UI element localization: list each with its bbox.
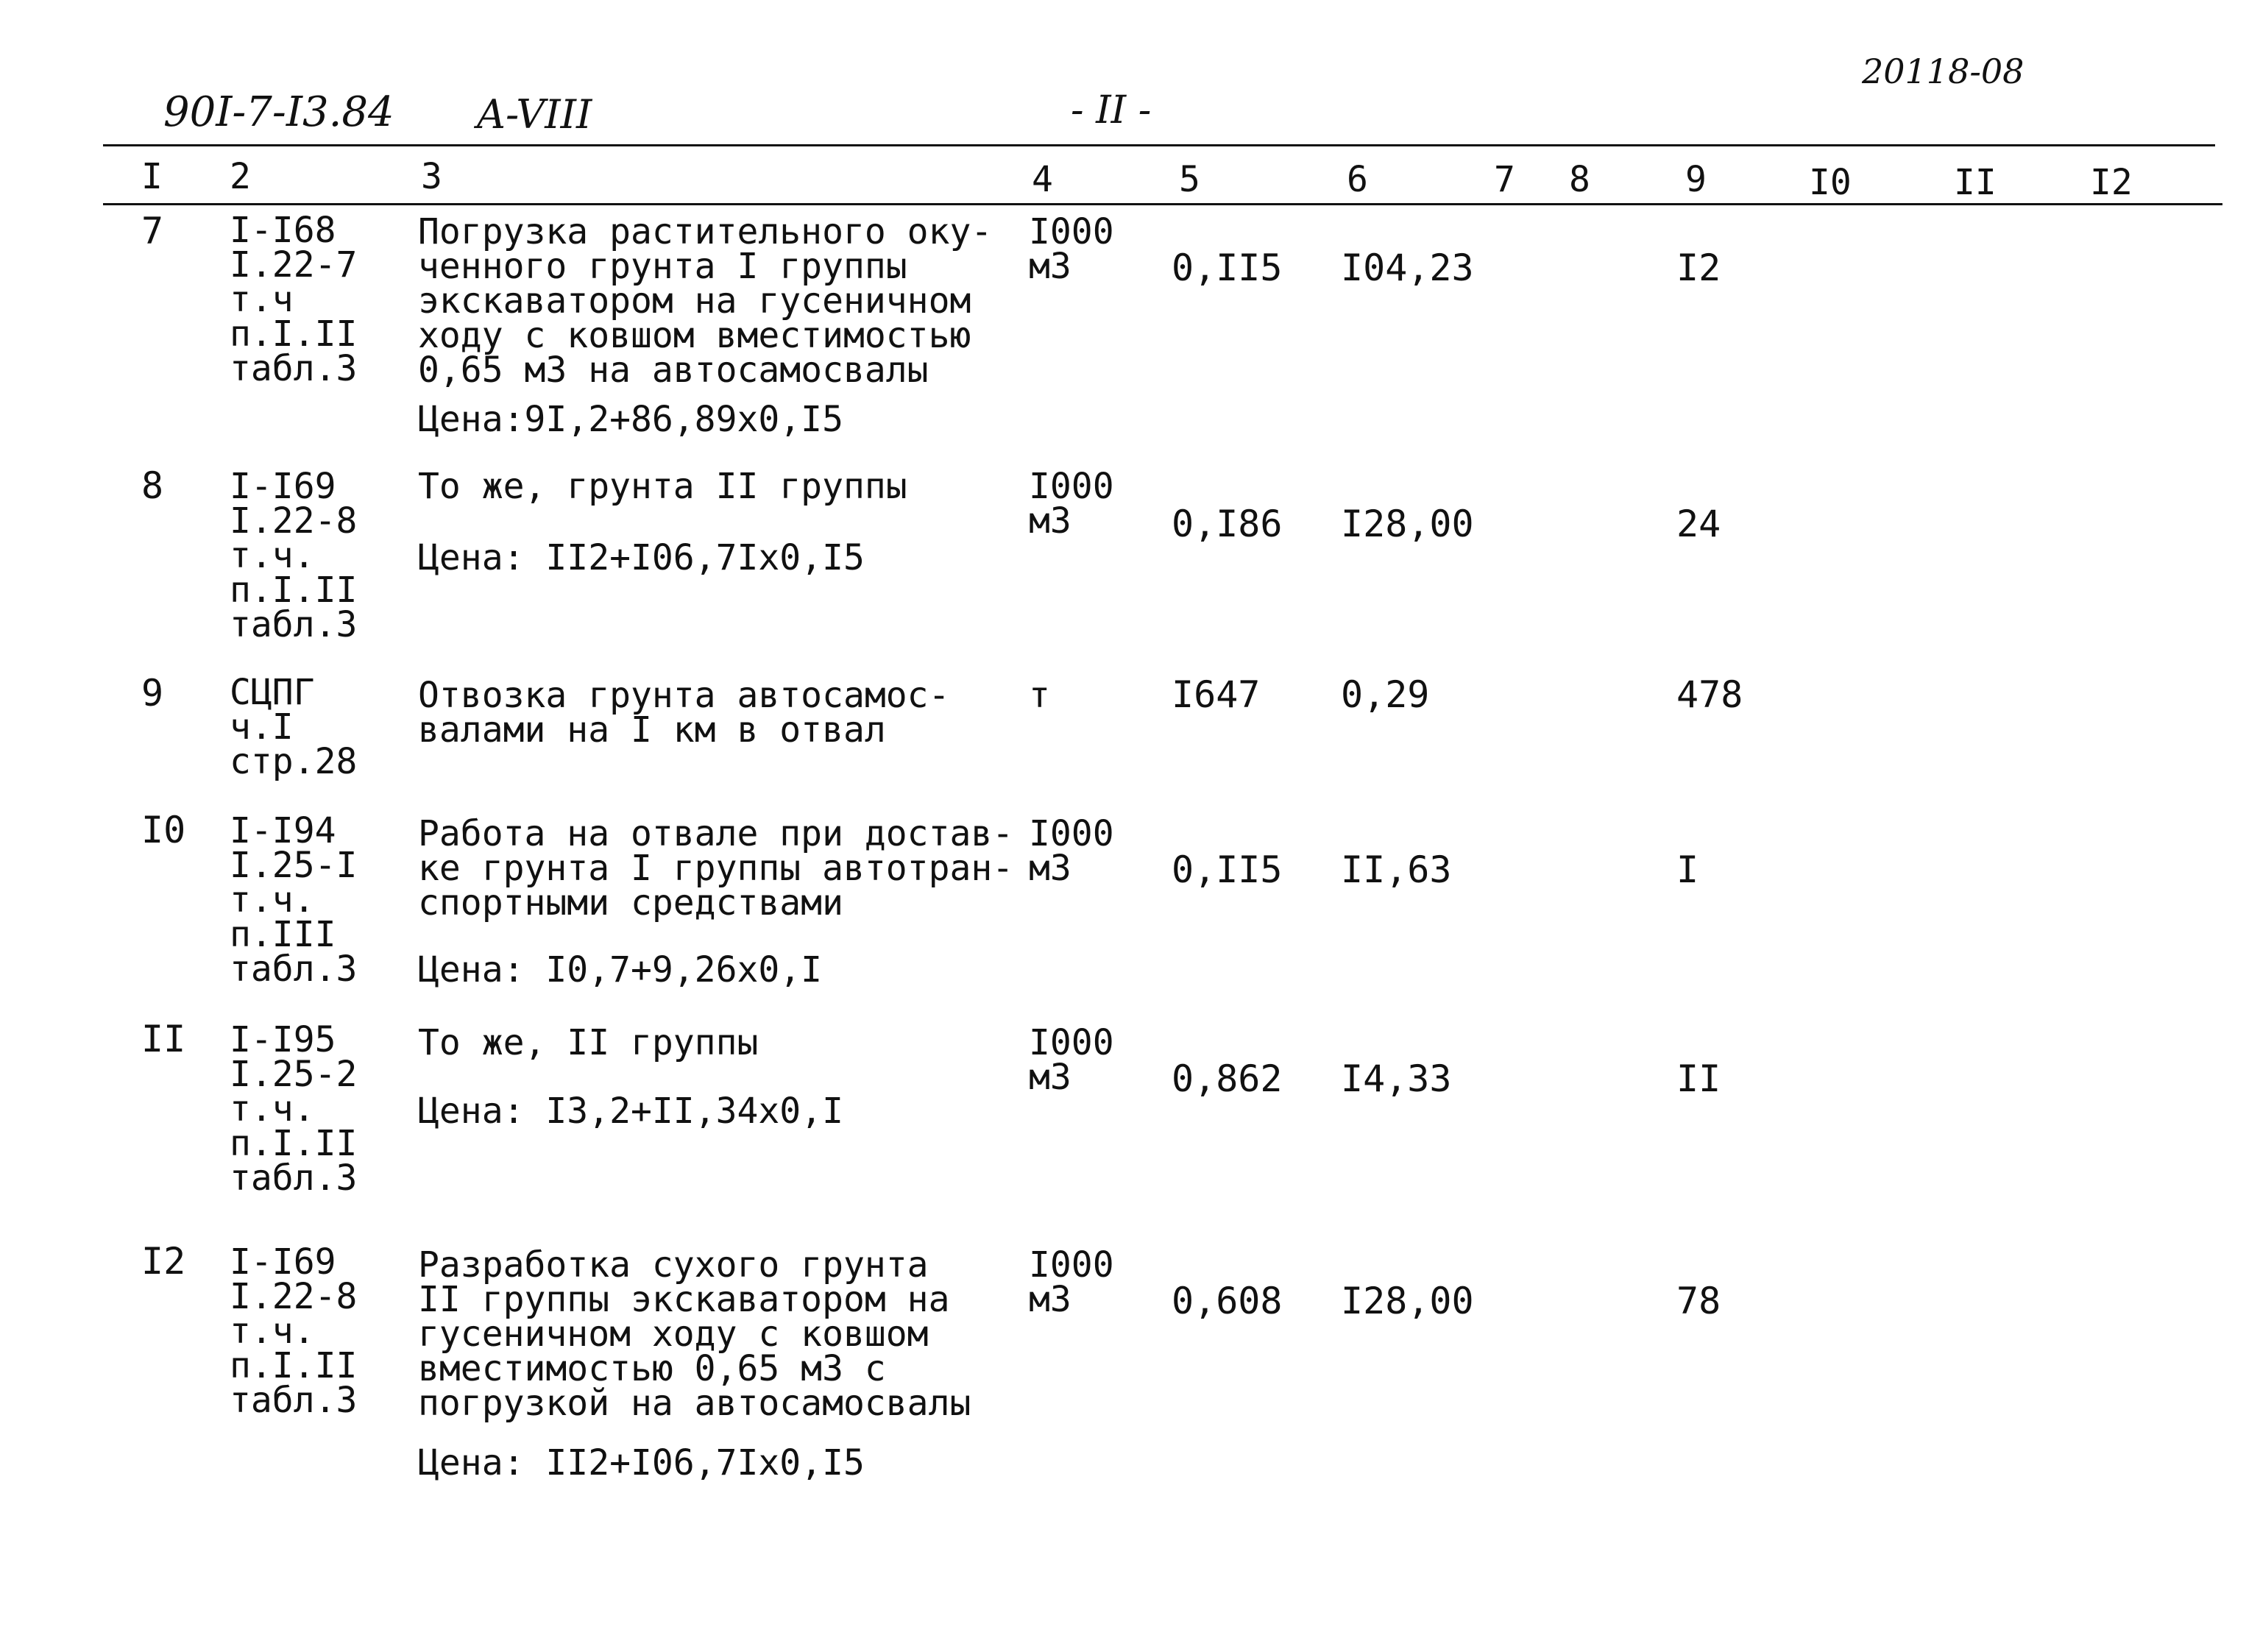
price-formula: Цена:9I,2+86,89х0,I5: [418, 399, 843, 440]
document-code: 90I-7-I3.84: [163, 88, 394, 136]
norm-reference: I-I69 I.22-8 т.ч. п.I.II табл.3: [230, 466, 358, 645]
total-cost: 78: [1676, 1280, 1721, 1322]
row-number: 8: [141, 464, 164, 507]
price-formula: Цена: I0,7+9,26х0,I: [418, 949, 823, 990]
unit: I000 м3: [1029, 466, 1114, 542]
column-header-11: II: [1954, 162, 1997, 203]
column-header-1: I: [141, 156, 163, 197]
header-bottom-rule: [103, 203, 2222, 205]
work-description: Работа на отвале при достав- ке грунта I группы автотран- спортными средствами: [418, 813, 1014, 924]
quantity: 0,II5: [1172, 247, 1283, 289]
column-header-10: I0: [1809, 162, 1852, 203]
row-number: I2: [141, 1240, 186, 1283]
norm-reference: I-I69 I.22-8 т.ч. п.I.II табл.3: [230, 1241, 358, 1421]
column-header-7: 7: [1494, 159, 1515, 200]
work-description: Отвозка грунта автосамос- валами на I км в отвал: [418, 675, 950, 751]
archive-number: 20118-08: [1862, 52, 2025, 91]
unit: т: [1029, 675, 1050, 716]
norm-reference: I-I94 I.25-I т.ч. п.III табл.3: [230, 810, 358, 990]
column-header-3: 3: [421, 156, 442, 197]
norm-reference: I-I95 I.25-2 т.ч. п.I.II табл.3: [230, 1019, 358, 1199]
total-cost: I2: [1676, 247, 1721, 289]
work-description: Разработка сухого грунта II группы экскаватором на гусеничном ходу с ковшом вместимостью 0,65 м3 с погрузкой на автосамосвалы: [418, 1244, 971, 1424]
total-cost: I: [1676, 848, 1699, 891]
unit-cost: I4,33: [1341, 1057, 1452, 1100]
column-header-12: I2: [2090, 162, 2133, 203]
sheet-mark: A-VIII: [477, 91, 592, 138]
quantity: I647: [1172, 673, 1261, 716]
total-cost: II: [1676, 1057, 1721, 1100]
column-header-2: 2: [230, 156, 251, 197]
row-number: 7: [141, 210, 164, 252]
unit-cost: I04,23: [1341, 247, 1474, 289]
quantity: 0,862: [1172, 1057, 1283, 1100]
column-header-6: 6: [1347, 159, 1368, 200]
price-formula: Цена: I3,2+II,34х0,I: [418, 1091, 843, 1132]
unit-cost: 0,29: [1341, 673, 1430, 716]
total-cost: 478: [1676, 673, 1743, 716]
row-number: 9: [141, 672, 164, 715]
unit: I000 м3: [1029, 813, 1114, 889]
work-description: То же, II группы: [418, 1022, 759, 1063]
work-description: Погрузка растительного оку- ченного грунта I группы экскаватором на гусеничном ходу с ковшом вместимостью 0,65 м3 на автосамосвалы: [418, 211, 993, 391]
unit-cost: I28,00: [1341, 1280, 1474, 1322]
work-description: То же, грунта II группы: [418, 466, 907, 507]
unit: I000 м3: [1029, 1022, 1114, 1098]
quantity: 0,I86: [1172, 503, 1283, 545]
table-top-rule: [103, 144, 2215, 146]
price-formula: Цена: II2+I06,7Iх0,I5: [418, 1442, 865, 1483]
unit: I000 м3: [1029, 1244, 1114, 1320]
norm-reference: I-I68 I.22-7 т.ч п.I.II табл.3: [230, 210, 358, 389]
unit-cost: I28,00: [1341, 503, 1474, 545]
column-header-9: 9: [1685, 159, 1707, 200]
row-number: II: [141, 1018, 186, 1060]
unit: I000 м3: [1029, 211, 1114, 287]
total-cost: 24: [1676, 503, 1721, 545]
column-header-4: 4: [1032, 159, 1053, 200]
norm-reference: СЦПГ ч.I стр.28: [230, 672, 358, 782]
column-header-5: 5: [1179, 159, 1200, 200]
row-number: I0: [141, 809, 186, 851]
unit-cost: II,63: [1341, 848, 1452, 891]
price-formula: Цена: II2+I06,7Iх0,I5: [418, 537, 865, 578]
quantity: 0,II5: [1172, 848, 1283, 891]
quantity: 0,608: [1172, 1280, 1283, 1322]
column-header-8: 8: [1569, 159, 1590, 200]
page-number: - II -: [1071, 88, 1152, 132]
